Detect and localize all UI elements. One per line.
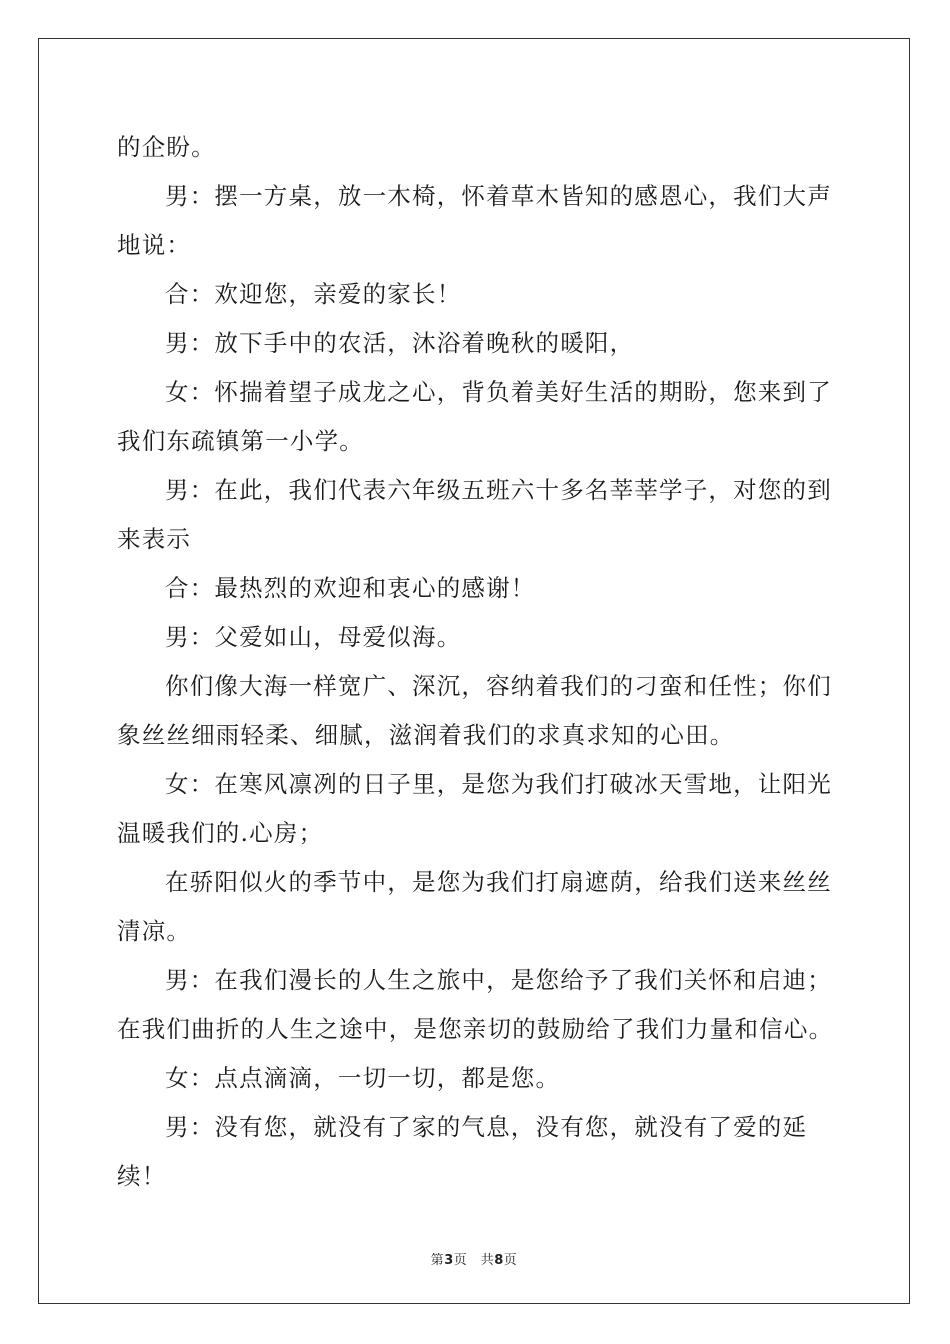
paragraph: 的企盼。 [117,133,216,161]
paragraph: 合：最热烈的欢迎和衷心的感谢！ [165,574,536,602]
current-page-number: 3 [444,1253,454,1268]
paragraph: 女：在寒风凛冽的日子里，是您为我们打破冰天雪地，让阳光温暖我们的.心房； [117,770,832,847]
paragraph: 合：欢迎您，亲爱的家长！ [165,280,462,308]
total-pages-number: 8 [494,1253,504,1268]
page-number-suffix: 页 [503,1253,518,1268]
document-page [38,38,910,1304]
paragraph: 女：点点滴滴，一切一切，都是您。 [165,1064,561,1092]
paragraph: 在骄阳似火的季节中，是您为我们打扇遮荫，给我们送来丝丝清凉。 [117,868,832,945]
paragraph: 男：父爱如山，母爱似海。 [165,623,462,651]
paragraph: 男：没有您，就没有了家的气息，没有您，就没有了爱的延续！ [117,1113,808,1190]
paragraph: 男：摆一方桌，放一木椅，怀着草木皆知的感恩心，我们大声地说： [117,182,832,259]
page-number-middle: 页 共 [453,1253,495,1268]
page-number-prefix: 第 [430,1253,445,1268]
paragraph: 男：在我们漫长的人生之旅中，是您给予了我们关怀和启迪；在我们曲折的人生之途中，是您亲切的鼓励给了我们力量和信心。 [117,966,834,1043]
paragraph: 男：放下手中的农活，沐浴着晚秋的暖阳， [165,329,635,357]
paragraph: 女：怀揣着望子成龙之心，背负着美好生活的期盼，您来到了我们东疏镇第一小学。 [117,378,832,455]
document-body [117,123,837,1201]
paragraph: 男：在此，我们代表六年级五班六十多名莘莘学子，对您的到来表示 [117,476,832,553]
page-footer [39,1249,909,1268]
paragraph: 你们像大海一样宽广、深沉，容纳着我们的刁蛮和任性；你们象丝丝细雨轻柔、细腻，滋润着我们的求真求知的心田。 [117,672,832,749]
